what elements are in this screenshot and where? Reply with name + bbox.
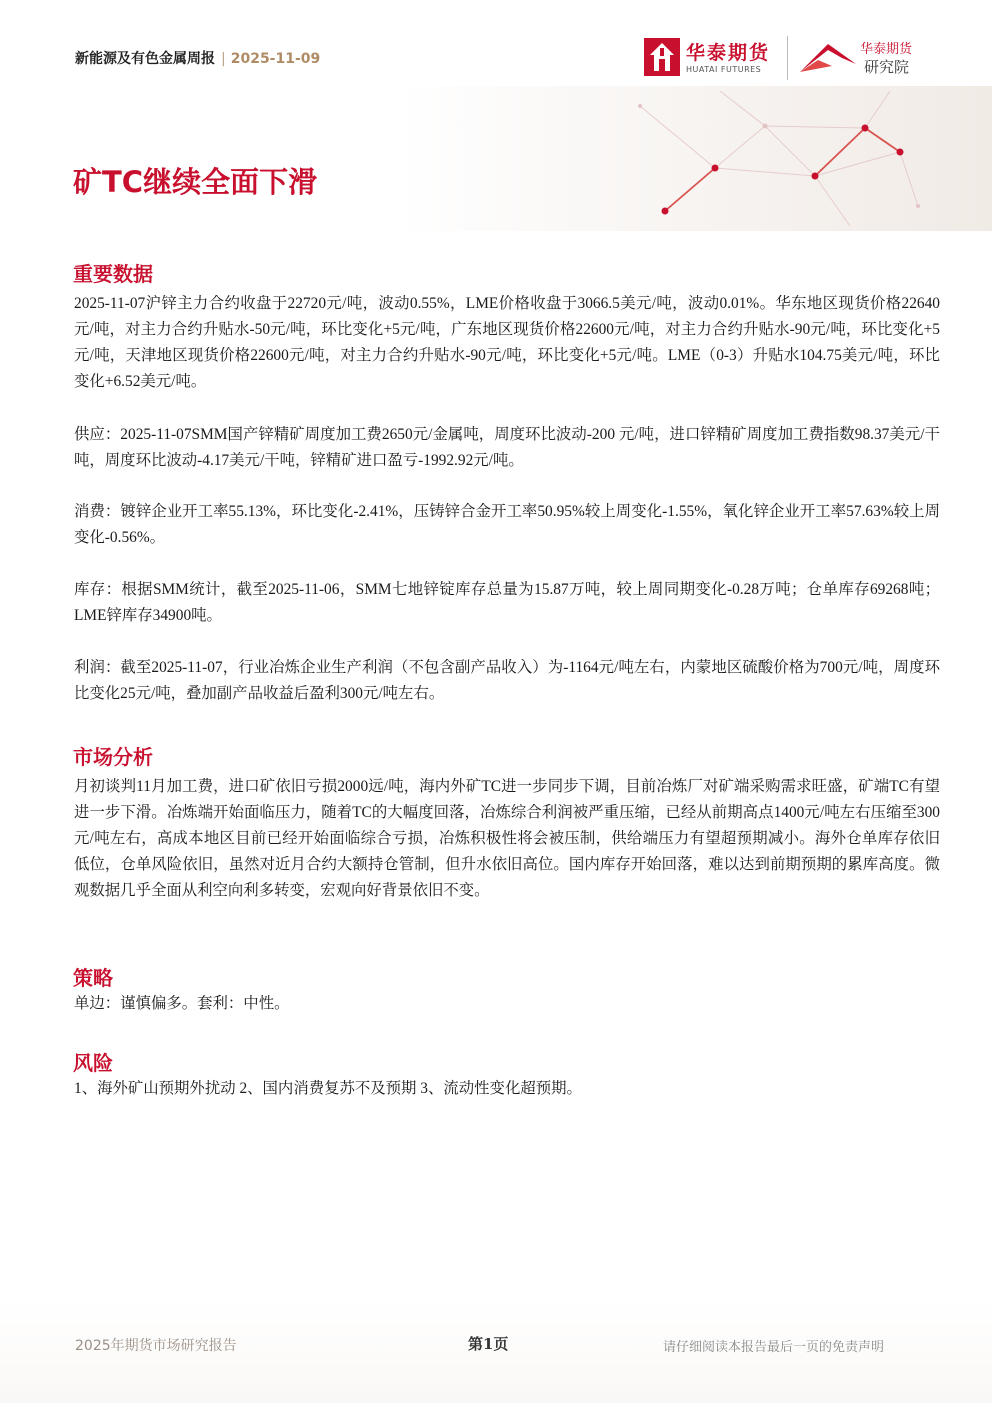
- key-data-inventory: 库存：根据SMM统计，截至2025-11-06，SMM七地锌锭库存总量为15.87万吨，较上周同期变化-0.28万吨；仓单库存69268吨； LME锌库存34900吨。: [74, 581, 940, 624]
- logo-divider: [787, 36, 788, 80]
- risk-text: 1、海外矿山预期外扰动 2、国内消费复苏不及预期 3、流动性变化超预期。: [74, 1080, 582, 1097]
- report-header: [75, 48, 320, 68]
- strategy-text: 单边：谨慎偏多。套利：中性。: [74, 995, 290, 1012]
- report-name: 新能源及有色金属周报: [75, 51, 215, 67]
- section-heading-key-data: 重要数据: [73, 262, 153, 286]
- research-institute-logo: [798, 36, 928, 80]
- research-logo-line1: 华泰期货: [860, 42, 913, 57]
- report-date: 2025-11-09: [230, 51, 321, 67]
- section-heading-risk: 风险: [73, 1051, 113, 1075]
- section-heading-strategy: 策略: [73, 966, 113, 990]
- huatai-emblem-icon: [644, 38, 680, 76]
- page-title: 矿TC继续全面下滑: [73, 165, 318, 199]
- research-logo-line2: 研究院: [864, 58, 910, 76]
- section-heading-market-analysis: 市场分析: [73, 745, 153, 769]
- huatai-futures-logo: [644, 38, 784, 78]
- logo-name-en: HUATAI FUTURES: [686, 65, 762, 74]
- page-number: 第1页: [468, 1335, 509, 1353]
- market-analysis-text: 月初谈判11月加工费，进口矿依旧亏损2000远/吨，海内外矿TC进一步同步下调，目前冶炼厂对矿端采购需求旺盛，矿端TC有望进一步下滑。冶炼端开始面临压力，随着TC的大幅度回落，冶炼综合利润被严重压缩，已经从前期高点1400元/吨左右压缩至300元/吨左右，高成本地区目前已经开始面临综合亏损，冶炼积极性将会被压制，供给端压力有望超预期减小。海外仓单库存依旧低位，仓单风险依旧，虽然对近月合约大额持仓管制，但升水依旧高位。国内库存开始回落，难以达到前期预期的累库高度。微观数据几乎全面从利空向利多转变，宏观向好背景依旧不变。: [74, 778, 940, 899]
- key-data-prices: 2025-11-07沪锌主力合约收盘于22720元/吨，波动0.55%，LME价格收盘于3066.5美元/吨，波动0.01%。华东地区现货价格22640元/吨，对主力合约升贴水-50元/吨，环比变化+5元/吨，广东地区现货价格22600元/吨，对主力合约升贴水-90元/吨，环比变化+5元/吨，天津地区现货价格22600元/吨，对主力合约升贴水-90元/吨，环比变化+5元/吨。LME（0-3）升贴水104.75美元/吨，环比变化+6.52美元/吨。: [74, 295, 940, 390]
- disclaimer-note: 请仔细阅读本报告最后一页的免责声明: [663, 1340, 885, 1355]
- footer-report-series: 2025年期货市场研究报告: [75, 1338, 237, 1354]
- research-swoosh-icon: [798, 36, 860, 76]
- key-data-profit: 利润：截至2025-11-07，行业冶炼企业生产利润（不包含副产品收入）为-1164元/吨左右，内蒙地区硫酸价格为700元/吨，周度环比变化25元/吨，叠加副产品收益后盈利300元/吨左右。: [74, 659, 940, 702]
- network-graphic-icon: [600, 86, 930, 231]
- key-data-consumption: 消费：镀锌企业开工率55.13%，环比变化-2.41%，压铸锌合金开工率50.95%较上周变化-1.55%，氧化锌企业开工率57.63%较上周变化-0.56%。: [74, 503, 940, 546]
- header-separator: |: [221, 51, 226, 67]
- key-data-supply: 供应：2025-11-07SMM国产锌精矿周度加工费2650元/金属吨，周度环比波动-200 元/吨，进口锌精矿周度加工费指数98.37美元/干吨，周度环比波动-4.17美元/干吨，锌精矿进口盈亏-1992.92元/吨。: [74, 426, 940, 469]
- logo-name-cn: 华泰期货: [686, 42, 771, 64]
